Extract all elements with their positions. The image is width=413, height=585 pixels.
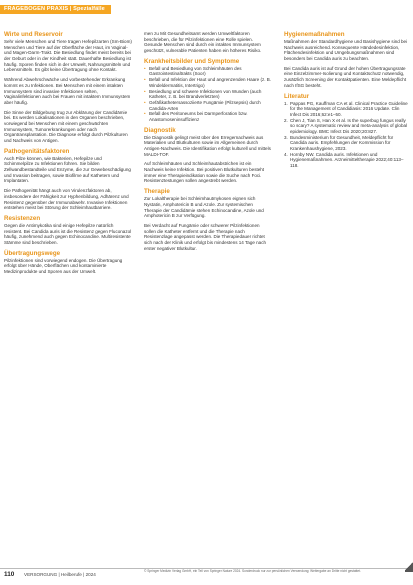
column-3 xyxy=(284,31,408,169)
journal-name: VERSORGUNG | Heilberufe | 2024 xyxy=(24,572,96,577)
paragraph: Während Abwehrschwäche und vorbestehender Erkrankung kommt es zu Infektionen. Bei Menschen mit einem intakten Immunsystem sind invasive Infektionen selten, Vaginalinfektionen auch bei Frauen mit intaktem Immunsystem aber häufig. xyxy=(4,77,131,105)
heading-therapie: Therapie xyxy=(144,188,170,196)
paragraph: Bei Verdacht auf Fungämie oder schwerer Pilzinfektionen sollen die Katheter entfernt und die Therapie nach Resistenzlage angepasst werden. Die Therapiedauer richtet sich nach der Klinik und erfolgt bis mindestens 14 Tage nach erster negativer Blutkultur. xyxy=(144,222,266,251)
paragraph: Auf Schleimhäuten und Schleimhautabstrichen ist ein Nachweis keine Infektion. Bei positiven Blutkulturen besteht immer eine Therapieindikation sowie die Suche nach Foci. Resistenztestungen sollen angestrebt werden. xyxy=(144,161,265,184)
heading-uebertragungswege: Übertragungswege xyxy=(4,249,61,257)
reference-number: 4. xyxy=(284,151,288,157)
reference-item xyxy=(284,152,408,169)
heading-krankheitsbilder: Krankheitsbilder und Symptome xyxy=(144,57,240,65)
paragraph: Die Sinne der Bildgebung trug zur Abklärung der Candidämie bei. Es werden Lokalisationen in den Organen beschrieben, vorwiegend bei Menschen mit einem geschwächten Immunsystem, Tumorerkrankungen oder nach Organtransplantation. Die Diagnose erfolgt durch Pilzkulturen und Nachweis von Antigen. xyxy=(4,109,128,143)
paragraph: men zu Mit Gesundheitsamt werden Umweltfaktoren beschrieben, die für Pilzinfektionen eine Rolle spielen. Gesunde Menschen sind durch ein intaktes Immunsystem geschützt, vulnerable Patienten haben ein höheres Risiko. xyxy=(144,31,262,54)
paragraph: Sehr viele Menschen und Tiere tragen Hefepilzarten (Sm-Biom) Menschen und Tiere auf der Oberfläche der Haut, im Vaginal- und Magen-Darm-Trakt. Die Besiedlung findet meist bereits bei der Geburt oder in der Kindheit statt. Dauerhafte Besiedlung ist häufig. Sporen finden sich in der Umwelt, Nahrungsmitteln und Lebensmitteln. Es gibt keine Übertragung ohne Kontakt. xyxy=(4,39,132,73)
reference-text: Hornby NW. Candida auris. Infektionen und Hygienemaßnahmen. Arzneimitteltherapie 2022;40:113–118. xyxy=(290,151,404,169)
reference-item xyxy=(284,135,408,152)
reference-text: Chen J, Tian S, Han X et al. Is the superbug fungus really so scary? A systematic review and meta-analysis of global epidemiology. BMC Infect Dis 2020;20:827. xyxy=(290,117,408,134)
heading-literatur: Literatur xyxy=(284,92,310,100)
paragraph: Pilzinfektionen sind vorwiegend endogen. Die Übertragung erfolgt über Hände, Oberflächen und kontaminierte Medizinprodukte und Sporen aus der Umwelt. xyxy=(4,257,123,274)
heading-wirte: Wirte und Reservoir xyxy=(4,31,63,38)
column-1 xyxy=(4,31,132,279)
reference-item xyxy=(284,101,408,118)
list-item: • Besiedlung und schwere Infektionen von Wunden (auch Katheter, z. B. bei Brandverletzten) xyxy=(144,89,272,100)
copyright-notice: © Springer Medizin Verlag GmbH, ein Teil von Springer Nature 2024. Sonderdruck nur zur persönlichen Verwendung; Weitergabe an Dritte nicht gestattet. xyxy=(144,569,361,573)
heading-hygienemassnahmen: Hygienemaßnahmen xyxy=(284,31,345,38)
paragraph: Gegen die Antimykotika sind einige Hefepilze natürlich resistent. Bei Candida auris ist die Resistenz gegen Fluconazol häufig, zunehmend auch gegen Echinocandine. Multiresistente Stämme sind beschrieben. xyxy=(4,222,132,245)
reference-item xyxy=(284,118,408,135)
reference-list xyxy=(284,101,408,169)
list-item: • Gefäßkathetersassoziierte Fungämie (Pilzsepsis) durch Candida-Arten xyxy=(144,100,272,111)
list-item: • Befall und Infektion der Haut und angrenzenden Haare (z. B. Windeldermatitis, Intertrigo) xyxy=(144,77,272,88)
paragraph: Zur Lokaltherapie bei Schleimhautmykosen eignen sich Nystatin, Amphotericin B und Azole. Zur systemischen Therapie der Candidämie stehen Echinocandine, Azole und Amphotericin B zur Verfügung. xyxy=(144,196,264,219)
paragraph: Auch Pilze können, wie Bakterien, Hefepilze und Schimmelpilze zu Infektionen führen. Sie bilden Zellwandbestandteile und Enzyme, die zur Gewebeschädigung und Invasion beitragen, sowie Biofilme auf Kathetern und Implantaten. xyxy=(4,155,131,184)
reference-text: Bundesministerium für Gesundheit, Meldepflicht für Candida auris. Empfehlungen der Kommission für Krankenhaushygiene, 2023. xyxy=(290,134,394,151)
section-tag: FRAGEBOGEN PRAXIS | Spezialfälle xyxy=(0,5,111,14)
paragraph: Die Pathogenität hängt auch von Virulenzfaktoren ab, insbesondere der Fähigkeit zur Hyphenbildung, Adhärenz und Resistenz gegenüber der Immunabwehr. Invasive Infektionen entstehen meist bei Störung der Schleimhautbarriere. xyxy=(4,188,129,211)
paragraph: Die Diagnostik gelingt meist über den Erregernachweis aus Materialien und Blutkulturen sowie im Allgemeinen durch Antigen-Nachweis. Die Identifikation erfolgt kulturell und mittels MALDI-TOF. xyxy=(144,134,271,157)
reference-text: Pappas PG, Kauffman CA et al. Clinical Practice Guideline for the Management of Candidiasis: 2016 Update. Clin Infect Dis 2016;62:e1–50. xyxy=(290,100,408,117)
heading-diagnostik: Diagnostik xyxy=(144,126,176,134)
reference-number: 1. xyxy=(284,100,288,106)
heading-pathogenitaet: Pathogenitätsfaktoren xyxy=(4,147,70,155)
symptom-list xyxy=(144,66,272,123)
heading-resistenzen: Resistenzen xyxy=(4,214,41,222)
paragraph: Maßnahmen der Standardhygiene und Basishygiene sind bei Nachweis ausreichend. Konsequente Händedesinfektion, Flächendesinfektion und Umgebungsmaßnahmen sind besonders bei Candida auris zu beachten. xyxy=(284,39,408,62)
list-item: • Befall des Peritoneums bei Darmperforation bzw. Anastomoseninsuffizienz xyxy=(144,111,272,122)
page-corner-mark xyxy=(405,560,413,572)
list-item: • Befall und Besiedlung von Schleimhäuten des Gastrointestinaltrakts (Soor) xyxy=(144,66,272,77)
paragraph: Bei Candida auris ist auf Grund der hohen Übertragungsrate eine Einzelzimmer-Isolierung und Kontaktschutz notwendig, zusätzlich Screening der Kontaktpatienten. Eine Meldepflicht nach IfSG besteht. xyxy=(284,65,407,88)
reference-number: 3. xyxy=(284,134,288,140)
reference-number: 2. xyxy=(284,117,288,123)
page-number: 110 xyxy=(4,571,15,578)
column-2 xyxy=(144,31,272,255)
